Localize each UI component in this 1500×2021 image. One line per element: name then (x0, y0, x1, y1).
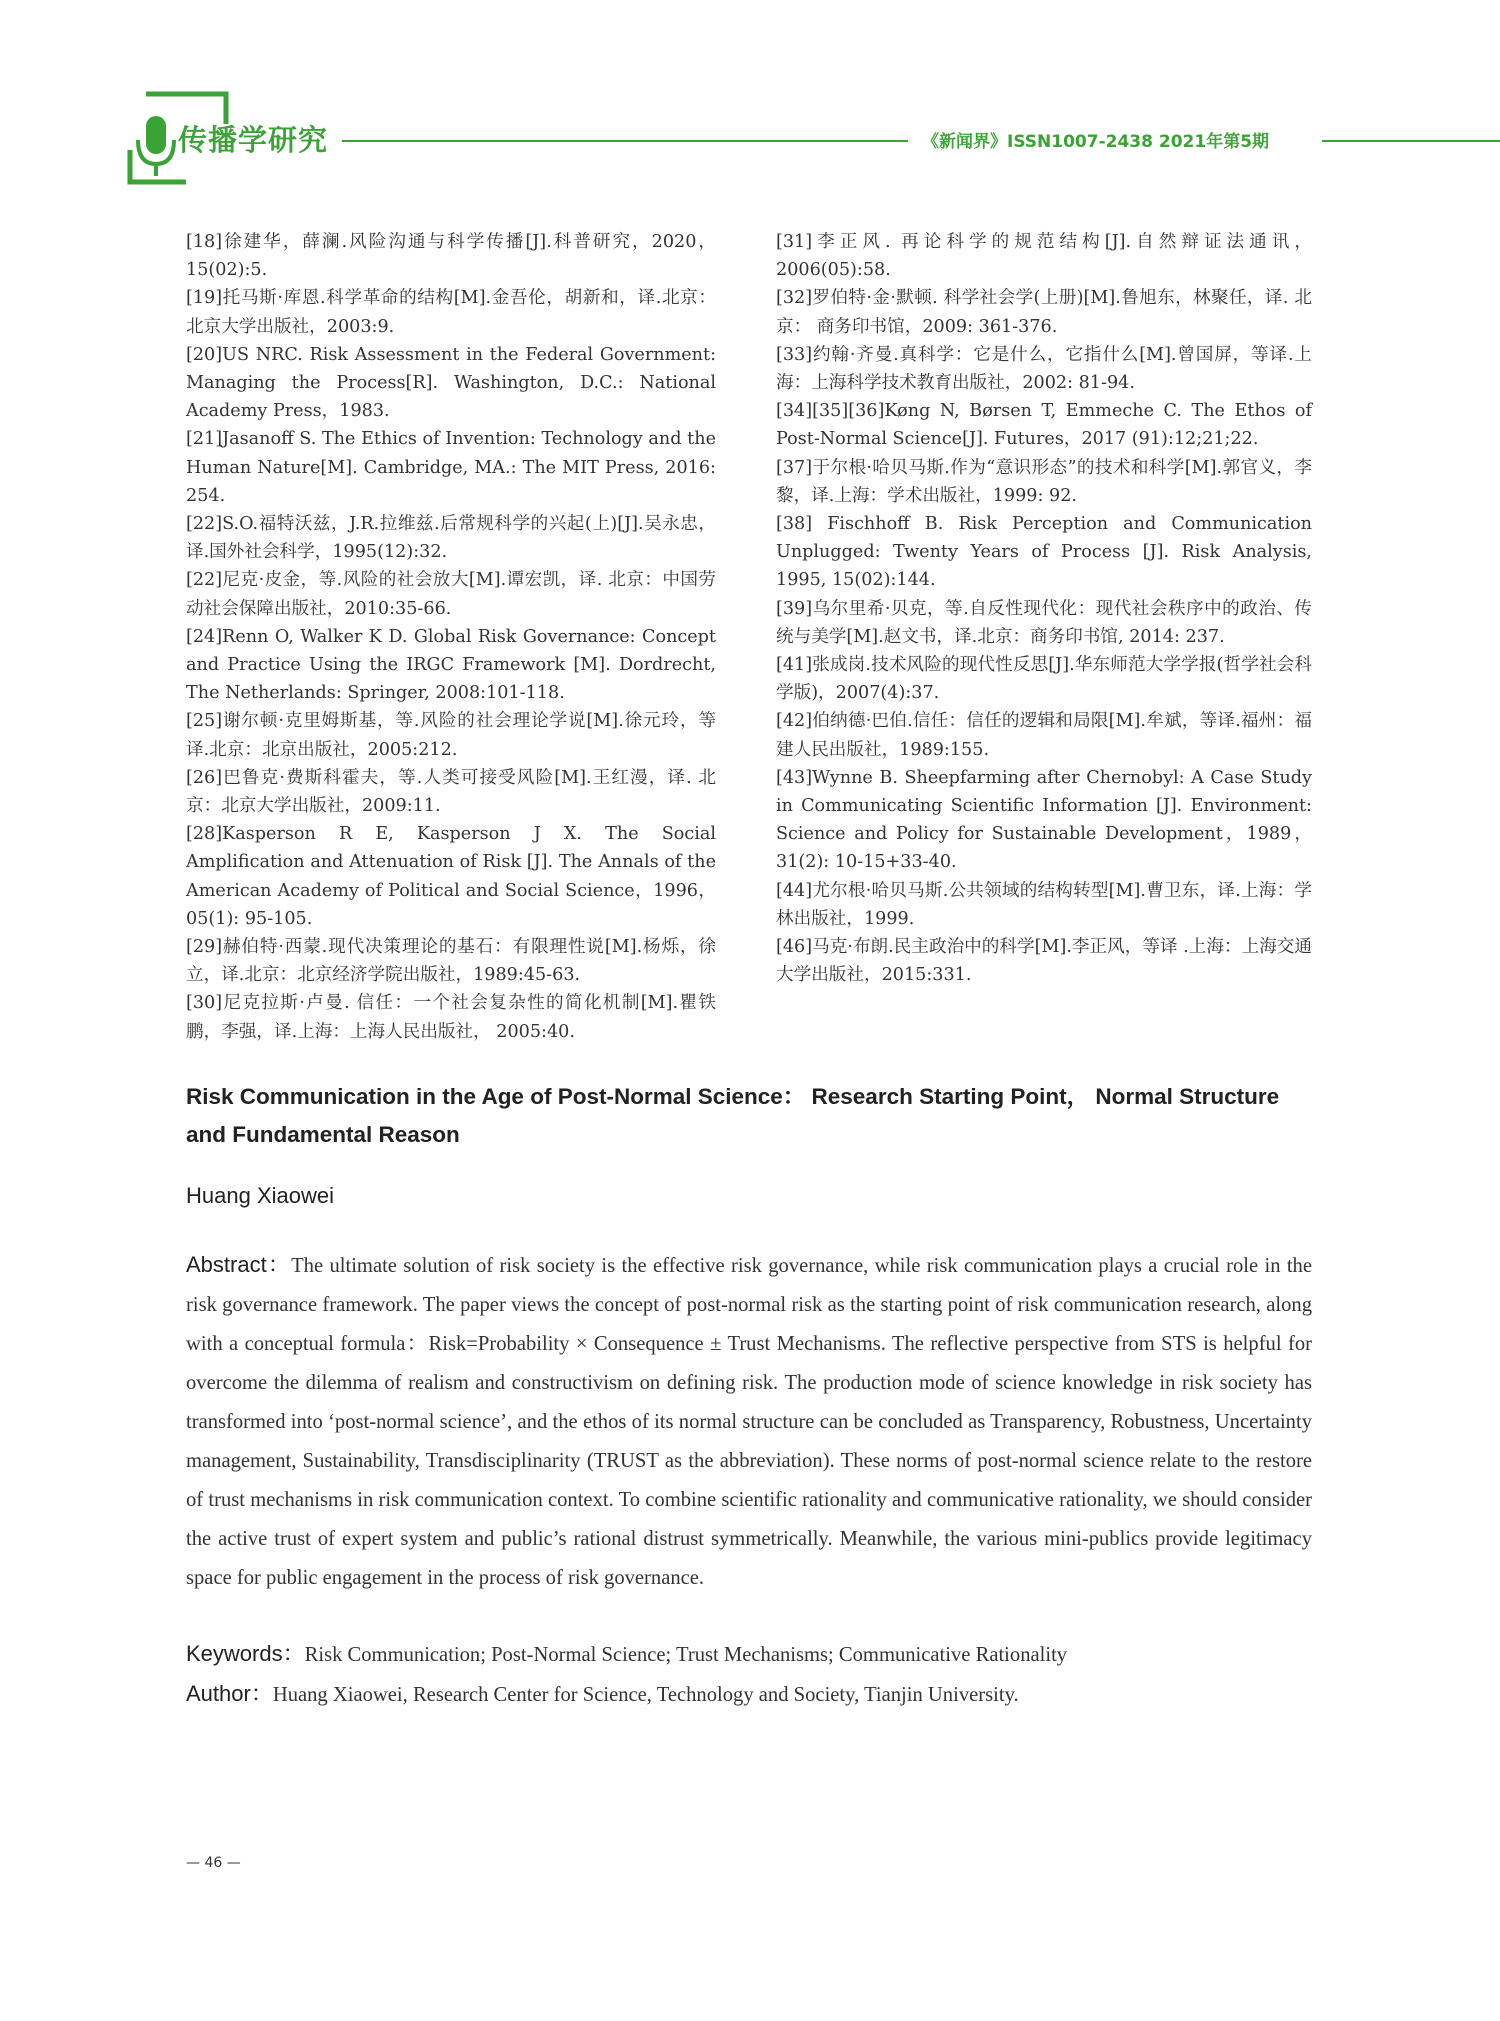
reference-item: [28]Kasperson R E, Kasperson J X. The Social Amplification and Attenuation of Risk [J]. The Annals of the American Academy of Political and Social Science，1996，05(1): 95-105. (186, 824, 716, 929)
reference-item: [30]尼克拉斯·卢曼. 信任：一个社会复杂性的简化机制[M].瞿铁鹏，李强，译.上海：上海人民出版社， 2005:40. (186, 993, 716, 1042)
references-right-column (776, 228, 1312, 989)
reference-item: [44]尤尔根·哈贝马斯.公共领域的结构转型[M].曹卫东，译.上海：学林出版社，1999. (776, 880, 1312, 929)
header-rule-left (342, 140, 908, 142)
keywords-label: Keywords： (186, 1641, 305, 1666)
abstract-text: The ultimate solution of risk society is the effective risk governance, while risk communication plays a crucial role in the risk governance framework. The paper views the concept of post-normal risk as the starting point of risk communication research, along with a conceptual formula：Risk=Probability × Consequence ± Trust Mechanisms. The reflective perspective from STS is helpful for overcome the dilemma of realism and constructivism on defining risk. The production mode of science knowledge in risk society has transformed into ‘post-normal science’, and the ethos of its normal structure can be concluded as Transparency, Robustness, Uncertainty management, Sustainability, Transdisciplinarity (TRUST as the abbreviation). These norms of post-normal science relate to the restore of trust mechanisms in risk communication context. To combine scientific rationality and communicative rationality, we should consider the active trust of expert system and public’s rational distrust symmetrically. Meanwhile, the various mini-publics provide legitimacy space for public engagement in the process of risk governance. (186, 1255, 1312, 1589)
reference-item: [34][35][36]Køng N, Børsen T, Emmeche C. The Ethos of Post-Normal Science[J]. Futures，2017 (91):12;21;22. (776, 401, 1312, 450)
author-affiliation: Huang Xiaowei, Research Center for Science, Technology and Society, Tianjin University. (272, 1684, 1019, 1706)
section-title: 传播学研究 (178, 123, 329, 157)
reference-item: [19]托马斯·库恩.科学革命的结构[M].金吾伦，胡新和，译.北京：北京大学出版社，2003:9. (186, 288, 716, 337)
author-label: Author： (186, 1681, 273, 1706)
reference-item: [37]于尔根·哈贝马斯.作为“意识形态”的技术和科学[M].郭官义，李黎，译.上海：学术出版社，1999: 92. (776, 457, 1312, 506)
keywords-text: Risk Communication; Post-Normal Science; Trust Mechanisms; Communicative Rationality (304, 1644, 1068, 1666)
header-rule-right (1322, 140, 1500, 142)
reference-item: [38] Fischhoff B. Risk Perception and Communication Unplugged: Twenty Years of Process [J]. Risk Analysis, 1995, 15(02):144. (776, 514, 1312, 591)
reference-item: [41]张成岗.技术风险的现代性反思[J].华东师范大学学报(哲学社会科学版)，2007(4):37. (776, 655, 1312, 704)
reference-item: [26]巴鲁克·费斯科霍夫，等.人类可接受风险[M].王红漫，译. 北京：北京大学出版社，2009:11. (186, 767, 716, 817)
reference-item: [22]尼克·皮金，等.风险的社会放大[M].谭宏凯，译. 北京：中国劳动社会保障出版社，2010:35-66. (186, 570, 716, 619)
reference-item: [22]S.O.福特沃兹，J.R.拉维兹.后常规科学的兴起(上)[J].吴永忠，译.国外社会科学，1995(12):32. (186, 514, 716, 563)
reference-item: [25]谢尔顿·克里姆斯基，等.风险的社会理论学说[M].徐元玲，等译.北京：北京出版社，2005:212. (186, 711, 716, 760)
reference-item: [42]伯纳德·巴伯.信任：信任的逻辑和局限[M].牟斌，等译.福州：福建人民出版社，1989:155. (776, 711, 1312, 760)
abstract-label: Abstract： (186, 1252, 292, 1277)
english-title: Risk Communication in the Age of Post-Normal Science： Research Starting Point， Normal Structure and Fundamental Reason (186, 1084, 1280, 1147)
reference-item: [32]罗伯特·金·默顿. 科学社会学(上册)[M].鲁旭东，林聚任，译. 北京： 商务印书馆，2009: 361-376. (776, 288, 1312, 337)
reference-item: [21]Jasanoff S. The Ethics of Invention: Technology and the Human Nature[M]. Cambridge, MA.: The MIT Press, 2016: 254. (186, 429, 716, 506)
reference-item: [39]乌尔里希·贝克，等.自反性现代化：现代社会秩序中的政治、传统与美学[M].赵文书，译.北京：商务印书馆, 2014: 237. (776, 598, 1312, 647)
reference-item: [24]Renn O, Walker K D. Global Risk Governance: Concept and Practice Using the IRGC Framework [M]. Dordrecht, The Netherlands: Springer, 2008:101-118. (186, 626, 716, 704)
reference-item: [20]US NRC. Risk Assessment in the Federal Government: Managing the Process[R]. Washington, D.C.: National Academy Press，1983. (186, 344, 716, 422)
abstract-paragraph (186, 1245, 1312, 1598)
reference-item: [31]李正风. 再论科学的规范结构[J].自然辩证法通讯，2006(05):58. (776, 232, 1312, 281)
reference-item: [18]徐建华，薛澜.风险沟通与科学传播[J].科普研究，2020，15(02):5. (186, 232, 716, 281)
english-author: Huang Xiaowei (186, 1183, 334, 1208)
keywords-line (186, 1637, 1312, 1668)
reference-item: [46]马克·布朗.民主政治中的科学[M].李正风，等译 .上海：上海交通大学出版社，2015:331. (776, 937, 1312, 986)
reference-item: [33]约翰·齐曼.真科学：它是什么，它指什么[M].曾国屏，等译.上海：上海科学技术教育出版社，2002: 81-94. (776, 344, 1312, 394)
page-number: — 46 — (186, 1855, 241, 1871)
journal-info: 《新闻界》ISSN1007-2438 2021年第5期 (922, 132, 1270, 152)
references-left-column (186, 228, 716, 1046)
author-affiliation-line (186, 1677, 1312, 1708)
reference-item: [43]Wynne B. Sheepfarming after Chernobyl: A Case Study in Communicating Scientific Information [J]. Environment: Science and Policy for Sustainable Development，1989，31(2): 10-15+33-40. (776, 767, 1312, 873)
reference-item: [29]赫伯特·西蒙.现代决策理论的基石：有限理性说[M].杨烁，徐立，译.北京：北京经济学院出版社，1989:45-63. (186, 937, 716, 986)
